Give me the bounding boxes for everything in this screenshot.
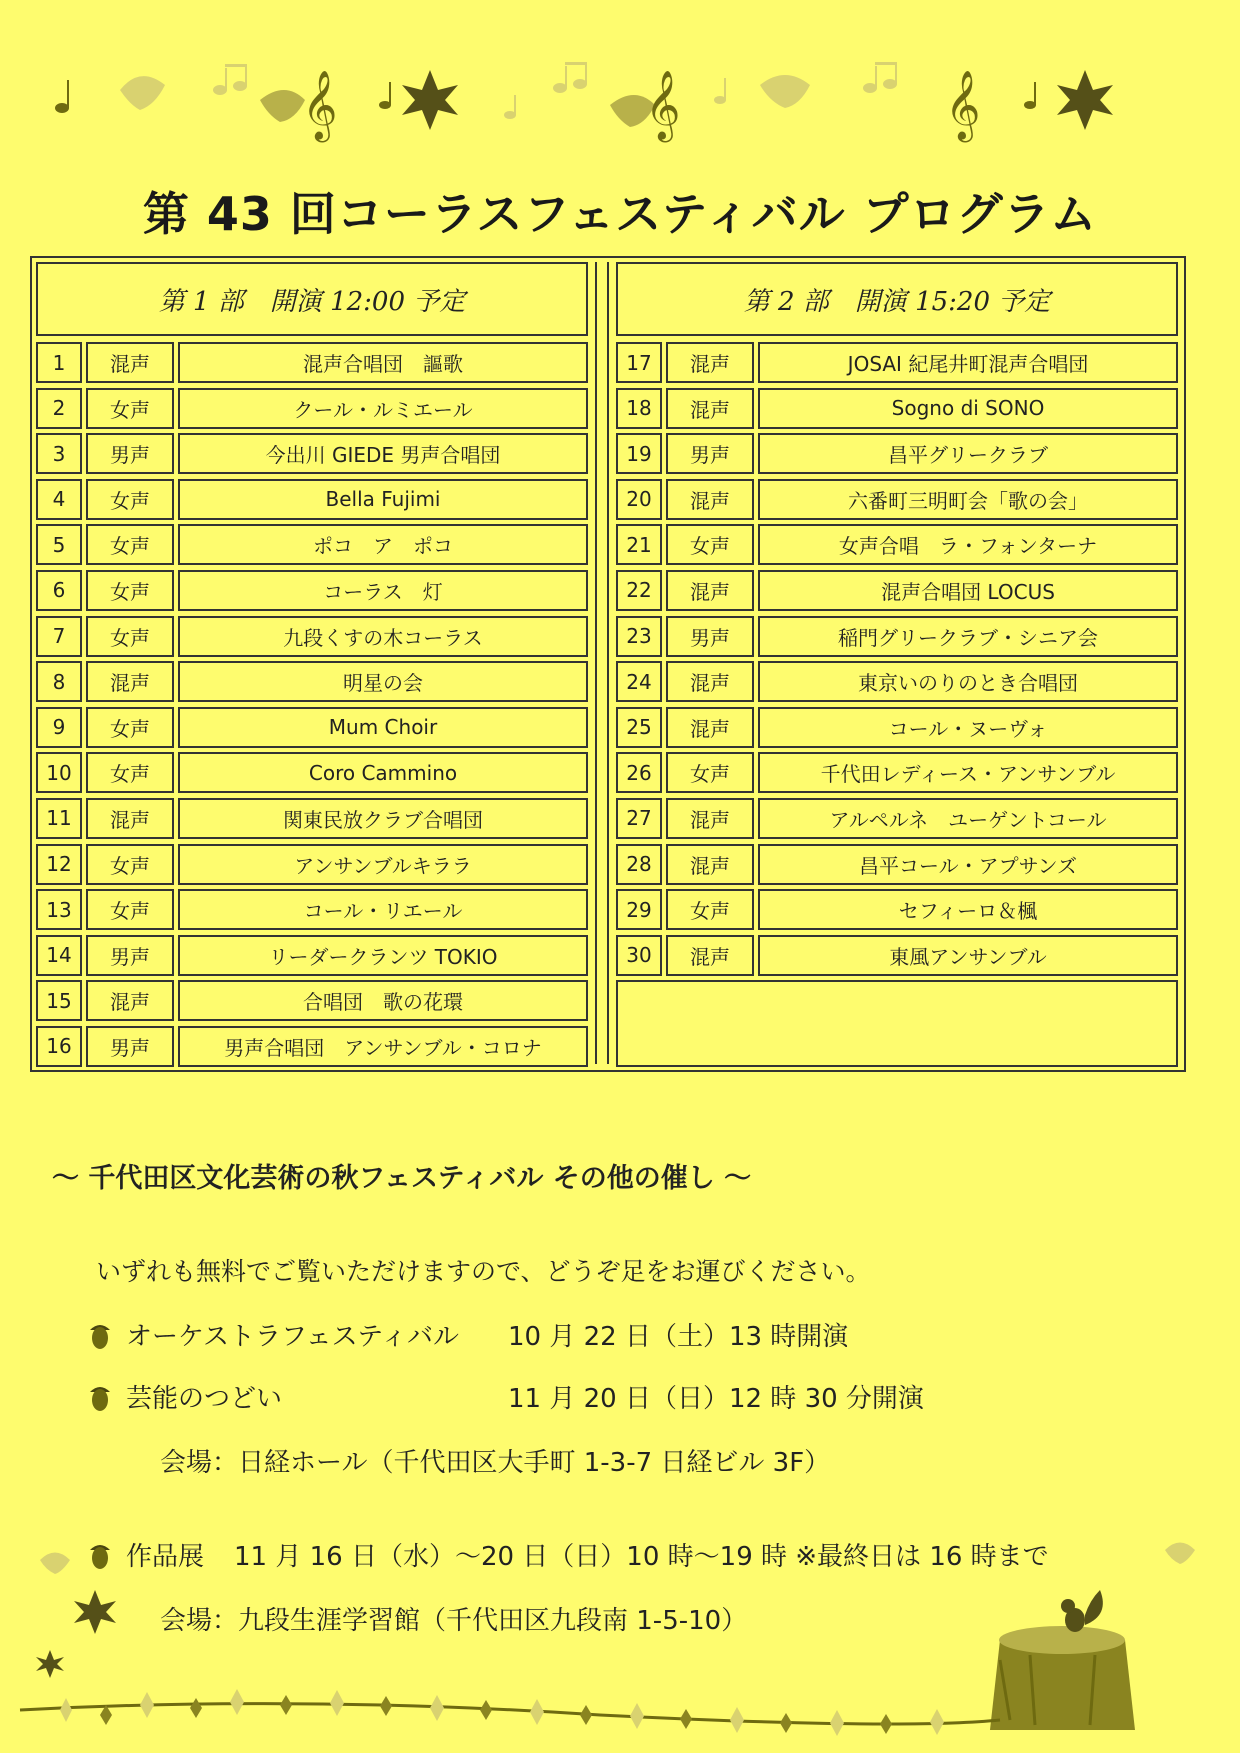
choir-number: 30: [616, 935, 662, 976]
choir-name: JOSAI 紀尾井町混声合唱団: [758, 342, 1178, 383]
choir-name: リーダークランツ TOKIO: [178, 935, 588, 976]
venue-nikkei-hall: 会場：日経ホール（千代田区大手町 1-3-7 日経ビル 3F）: [160, 1448, 831, 1478]
choir-number: 2: [36, 388, 82, 429]
choir-name: 六番町三明町会「歌の会」: [758, 479, 1178, 520]
choir-name: 混声合唱団 謳歌: [178, 342, 588, 383]
squirrel-icon: [1061, 1590, 1103, 1632]
choir-name: Bella Fujimi: [178, 479, 588, 520]
page-title: 第 43 回コーラスフェスティバル プログラム: [142, 187, 1098, 241]
voice-type: 女声: [86, 616, 174, 657]
voice-type: 混声: [86, 980, 174, 1021]
choir-number: 18: [616, 388, 662, 429]
voice-type: 男声: [666, 433, 754, 474]
music-note-icon: [714, 78, 726, 104]
table-row: [616, 433, 1178, 474]
choir-name: 昌平グリークラブ: [758, 433, 1178, 474]
table-row: [616, 524, 1178, 565]
voice-type: 混声: [666, 707, 754, 748]
choir-name: ポコ ア ポコ: [178, 524, 588, 565]
maple-leaf-icon: [74, 1590, 116, 1634]
music-note-icon: [553, 62, 587, 93]
choir-number: 12: [36, 844, 82, 885]
choir-number: 10: [36, 752, 82, 793]
choir-name: アンサンブルキララ: [178, 844, 588, 885]
voice-type: 女声: [86, 707, 174, 748]
table-row: [616, 798, 1178, 839]
ginkgo-leaf-icon: [120, 76, 165, 110]
music-note-icon: [55, 80, 69, 113]
choir-number: 22: [616, 570, 662, 611]
table-row: [616, 479, 1178, 520]
empty-cell: [616, 980, 1178, 1067]
maple-leaf-icon: [1057, 70, 1113, 130]
choir-name: クール・ルミエール: [178, 388, 588, 429]
header-decoration: [40, 60, 1160, 150]
voice-type: 男声: [86, 935, 174, 976]
table-row: [616, 388, 1178, 429]
voice-type: 女声: [86, 570, 174, 611]
table-row: [616, 707, 1178, 748]
table-row: [36, 433, 588, 474]
event-name: 作品展: [126, 1542, 205, 1572]
free-admission-note: いずれも無料でご覧いただけますので、どうぞ足をお運びください。: [96, 1257, 871, 1286]
choir-number: 13: [36, 889, 82, 930]
column-divider: [595, 262, 609, 1064]
table-row: [616, 616, 1178, 657]
music-note-icon: [379, 82, 391, 109]
svg-text:𝄞: 𝄞: [302, 70, 338, 140]
choir-number: 7: [36, 616, 82, 657]
choir-number: 4: [36, 479, 82, 520]
event-performing-arts: [88, 1378, 924, 1415]
voice-type: 男声: [86, 433, 174, 474]
choir-number: 3: [36, 433, 82, 474]
ginkgo-leaf-icon: [40, 1553, 70, 1575]
table-row: [36, 844, 588, 885]
svg-text:𝄞: 𝄞: [945, 70, 981, 140]
maple-leaf-icon: [36, 1650, 64, 1678]
voice-type: 男声: [666, 616, 754, 657]
event-date: 10 月 22 日（土）13 時開演: [508, 1322, 849, 1352]
choir-number: 27: [616, 798, 662, 839]
event-name: オーケストラフェスティバル: [126, 1322, 460, 1352]
choir-number: 5: [36, 524, 82, 565]
ginkgo-leaf-icon: [260, 90, 305, 122]
choir-number: 23: [616, 616, 662, 657]
voice-type: 混声: [666, 388, 754, 429]
choir-number: 28: [616, 844, 662, 885]
music-note-icon: [863, 62, 897, 93]
ginkgo-leaf-icon: [1165, 1543, 1195, 1565]
table-row: [616, 661, 1178, 702]
voice-type: 混声: [666, 661, 754, 702]
other-events-title: ～ 千代田区文化芸術の秋フェスティバル その他の催し ～: [52, 1163, 752, 1194]
footer-decoration: [0, 1520, 1240, 1753]
part2-heading: 第 2 部 開演 15:20 予定: [616, 262, 1178, 336]
choir-number: 16: [36, 1026, 82, 1067]
choir-number: 20: [616, 479, 662, 520]
treble-clef-icon: [945, 70, 980, 142]
table-row: [36, 388, 588, 429]
table-row: [36, 479, 588, 520]
event-name: 芸能のつどい: [126, 1384, 283, 1414]
acorn-icon: [88, 1382, 112, 1412]
table-row: [616, 889, 1178, 930]
choir-name: Mum Choir: [178, 707, 588, 748]
acorn-icon: [88, 1320, 112, 1350]
voice-type: 女声: [86, 889, 174, 930]
table-row: [36, 1026, 588, 1067]
choir-name: 稲門グリークラブ・シニア会: [758, 616, 1178, 657]
choir-number: 19: [616, 433, 662, 474]
choir-number: 24: [616, 661, 662, 702]
choir-number: 1: [36, 342, 82, 383]
ginkgo-leaf-icon: [760, 75, 810, 108]
choir-name: 男声合唱団 アンサンブル・コロナ: [178, 1026, 588, 1067]
choir-name: 昌平コール・アプサンズ: [758, 844, 1178, 885]
choir-number: 17: [616, 342, 662, 383]
choir-number: 14: [36, 935, 82, 976]
voice-type: 女声: [86, 388, 174, 429]
choir-number: 8: [36, 661, 82, 702]
voice-type: 混声: [86, 342, 174, 383]
table-row: [616, 752, 1178, 793]
choir-number: 21: [616, 524, 662, 565]
choir-name: 九段くすの木コーラス: [178, 616, 588, 657]
voice-type: 女声: [86, 752, 174, 793]
choir-number: 6: [36, 570, 82, 611]
voice-type: 混声: [666, 342, 754, 383]
voice-type: 混声: [666, 935, 754, 976]
voice-type: 混声: [666, 479, 754, 520]
choir-name: 今出川 GIEDE 男声合唱団: [178, 433, 588, 474]
choir-name: アルペルネ ユーゲントコール: [758, 798, 1178, 839]
event-date: 11 月 16 日（水）～20 日（日）10 時～19 時 ※最終日は 16 時まで: [234, 1542, 1049, 1572]
choir-name: 明星の会: [178, 661, 588, 702]
leaf-garland: [20, 1689, 1000, 1736]
voice-type: 混声: [86, 798, 174, 839]
table-row: [36, 616, 588, 657]
table-row: [36, 570, 588, 611]
event-date: 11 月 20 日（日）12 時 30 分開演: [508, 1384, 924, 1414]
table-row: [36, 707, 588, 748]
event-orchestra: [88, 1316, 848, 1353]
table-row: [36, 889, 588, 930]
choir-name: 千代田レディース・アンサンブル: [758, 752, 1178, 793]
choir-name: 合唱団 歌の花環: [178, 980, 588, 1021]
voice-type: 女声: [86, 844, 174, 885]
voice-type: 混声: [666, 570, 754, 611]
table-row: [36, 661, 588, 702]
choir-name: セフィーロ＆楓: [758, 889, 1178, 930]
table-row: [616, 570, 1178, 611]
maple-leaf-icon: [402, 70, 458, 130]
choir-number: 9: [36, 707, 82, 748]
choir-name: Coro Cammino: [178, 752, 588, 793]
table-row: [616, 342, 1178, 383]
choir-name: コール・ヌーヴォ: [758, 707, 1178, 748]
choir-number: 25: [616, 707, 662, 748]
choir-number: 15: [36, 980, 82, 1021]
treble-clef-icon: [645, 70, 680, 142]
choir-name: 女声合唱 ラ・フォンターナ: [758, 524, 1178, 565]
voice-type: 混声: [666, 798, 754, 839]
part2-section: [616, 262, 1178, 1067]
choir-name: コール・リエール: [178, 889, 588, 930]
voice-type: 男声: [86, 1026, 174, 1067]
voice-type: 女声: [86, 524, 174, 565]
choir-name: 関東民放クラブ合唱団: [178, 798, 588, 839]
table-row: [616, 935, 1178, 976]
music-note-icon: [1024, 82, 1036, 109]
voice-type: 混声: [666, 844, 754, 885]
table-row: [36, 342, 588, 383]
voice-type: 女声: [666, 752, 754, 793]
voice-type: 女声: [666, 889, 754, 930]
part1-heading: 第 1 部 開演 12:00 予定: [36, 262, 588, 336]
table-row: [36, 980, 588, 1021]
table-row: [36, 935, 588, 976]
tree-stump: [990, 1626, 1135, 1730]
table-row: [36, 752, 588, 793]
music-note-icon: [213, 64, 247, 95]
choir-name: コーラス 灯: [178, 570, 588, 611]
choir-number: 26: [616, 752, 662, 793]
choir-name: 混声合唱団 LOCUS: [758, 570, 1178, 611]
treble-clef-icon: [302, 70, 337, 142]
part1-section: [36, 262, 588, 1072]
table-row: [36, 524, 588, 565]
choir-number: 11: [36, 798, 82, 839]
choir-name: Sogno di SONO: [758, 388, 1178, 429]
table-row: [36, 798, 588, 839]
venue-kudan: 会場：九段生涯学習館（千代田区九段南 1-5-10）: [160, 1606, 748, 1636]
table-row: [616, 844, 1178, 885]
voice-type: 女声: [86, 479, 174, 520]
music-note-icon: [504, 95, 516, 119]
choir-number: 29: [616, 889, 662, 930]
choir-name: 東風アンサンブル: [758, 935, 1178, 976]
svg-text:𝄞: 𝄞: [645, 70, 681, 140]
choir-name: 東京いのりのとき合唱団: [758, 661, 1178, 702]
voice-type: 女声: [666, 524, 754, 565]
program-table: [30, 256, 1186, 1072]
voice-type: 混声: [86, 661, 174, 702]
